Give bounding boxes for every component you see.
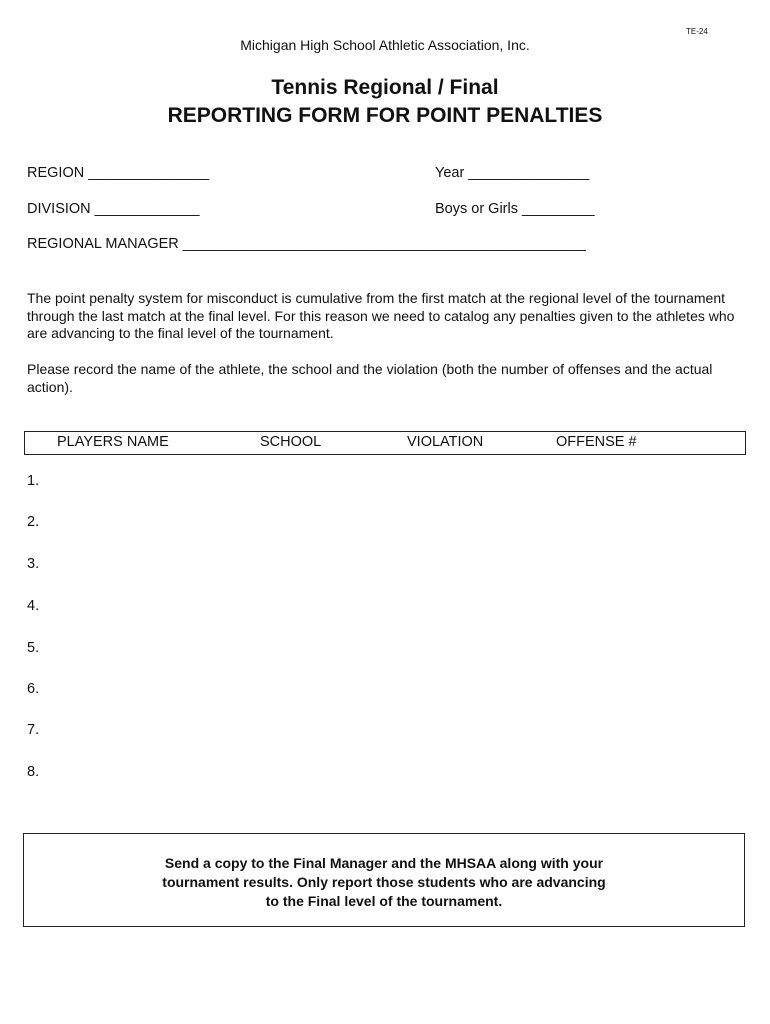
year-field[interactable]: Year _______________: [435, 165, 590, 181]
form-title: Tennis Regional / Final: [271, 76, 499, 99]
table-row-number[interactable]: 2.: [27, 514, 40, 530]
column-header-violation: VIOLATION: [407, 434, 484, 450]
boys-or-girls-field[interactable]: Boys or Girls _________: [435, 201, 595, 217]
division-field[interactable]: DIVISION _____________: [27, 201, 200, 217]
table-row-number[interactable]: 1.: [27, 473, 40, 489]
organization-name: Michigan High School Athletic Association, Inc.: [240, 37, 530, 53]
column-header-offense-number: OFFENSE #: [556, 434, 637, 450]
table-row-number[interactable]: 6.: [27, 681, 40, 697]
region-field[interactable]: REGION _______________: [27, 165, 210, 181]
notice-line: tournament results. Only report those students who are advancing: [162, 874, 606, 890]
column-header-players-name: PLAYERS NAME: [57, 434, 169, 450]
table-row-number[interactable]: 3.: [27, 556, 40, 572]
submission-notice-box: [23, 833, 745, 927]
form-code: TE-24: [686, 27, 708, 36]
record-instructions-paragraph: Please record the name of the athlete, the school and the violation (both the number of offenses and the actual action).: [27, 361, 713, 395]
notice-line: to the Final level of the tournament.: [265, 893, 503, 909]
form-subtitle: REPORTING FORM FOR POINT PENALTIES: [167, 104, 603, 127]
submission-notice-text: [24, 854, 744, 911]
regional-manager-field[interactable]: REGIONAL MANAGER __________________________________________________: [27, 236, 586, 252]
table-row-number[interactable]: 4.: [27, 598, 40, 614]
instructions-paragraph: The point penalty system for misconduct is cumulative from the first match at the regional level of the tournament through the last match at the final level. For this reason we need to catalog any penalties given to the athletes who are advancing to the final level of the tournament.: [27, 290, 735, 341]
notice-line: Send a copy to the Final Manager and the MHSAA along with your: [164, 855, 604, 871]
table-row-number[interactable]: 5.: [27, 640, 40, 656]
table-row-number[interactable]: 8.: [27, 764, 40, 780]
column-header-school: SCHOOL: [260, 434, 322, 450]
penalty-table-header: [24, 431, 746, 455]
table-row-number[interactable]: 7.: [27, 722, 40, 738]
